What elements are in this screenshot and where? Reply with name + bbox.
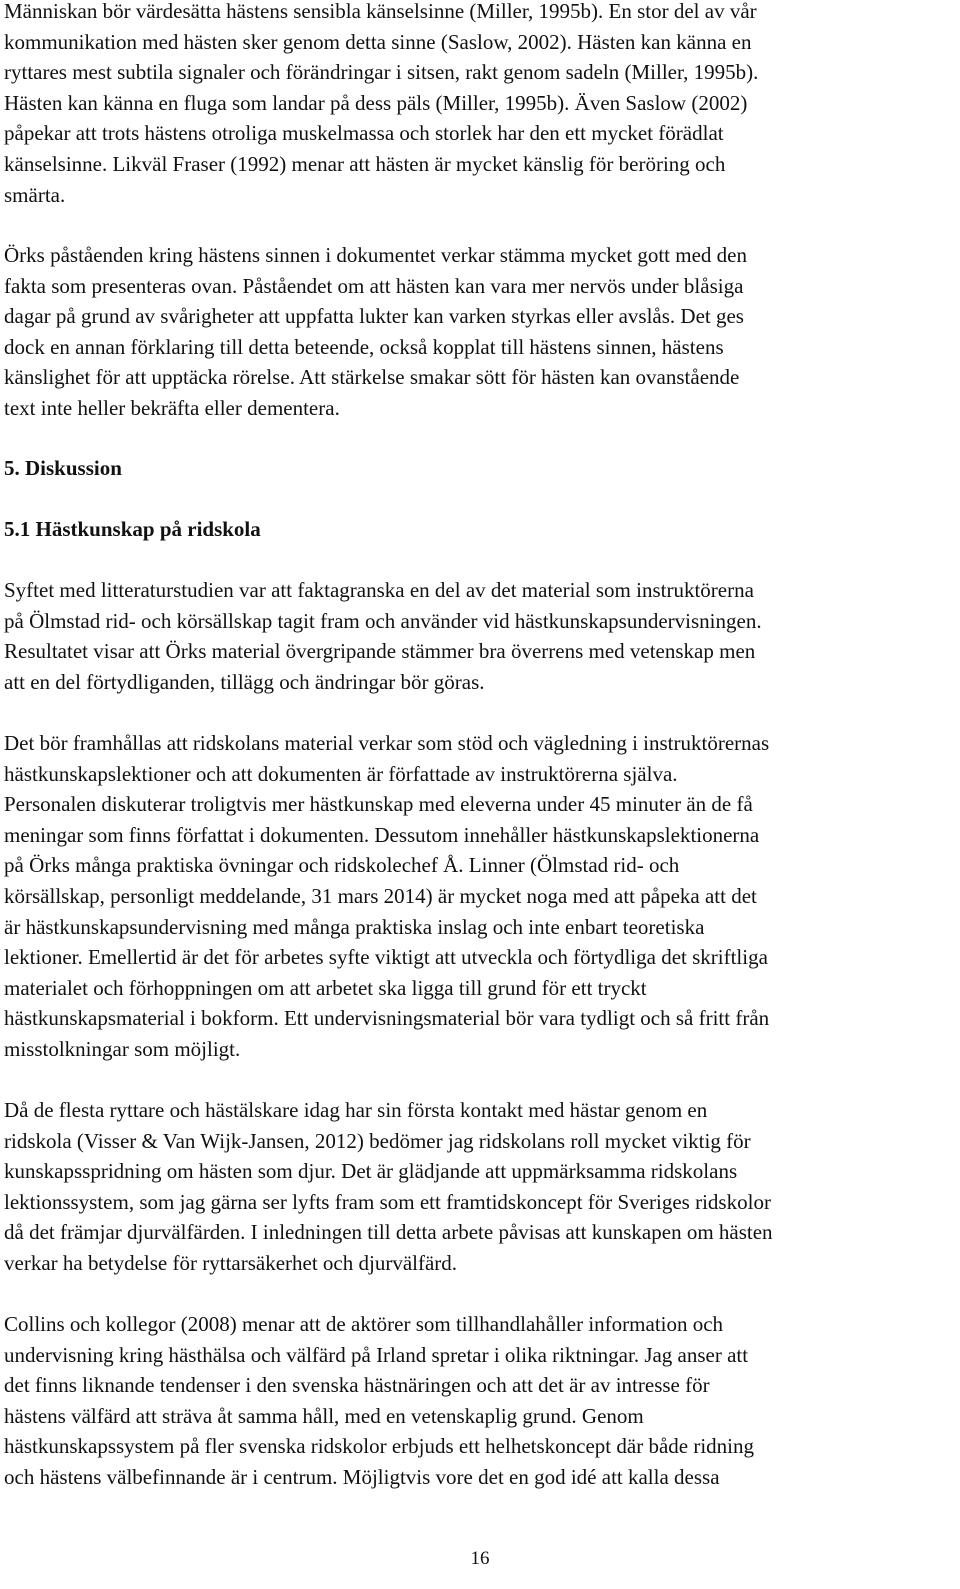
subsection-heading-riding-school: 5.1 Hästkunskap på ridskola [4,517,261,541]
paragraph-horse-touch-sense: Människan bör värdesätta hästens sensibla känselsinne (Miller, 1995b). En stor del av vår kommunikation med hästen sker genom detta sinne (Saslow, 2002). Hästen kan känna en ryttares mest subtila signaler och förändringar i sitsen, rakt genom sadeln (Miller, 1995b). Hästen kan känna en fluga som landar på dess päls (Miller, 1995b). Även Saslow (2002) påpekar att trots hästens otroliga muskelmassa och storlek har den ett mycket förädlat känselsinne. Likväl Fraser (1992) menar att hästen är mycket känslig för beröring och smärta. [4,0,759,207]
paragraph-collins-colleagues: Collins och kollegor (2008) menar att de aktörer som tillhandlahåller information och undervisning kring hästhälsa och välfärd på Irland spretar i olika riktningar. Jag anser att det finns liknande tendenser i den svenska hästnäringen och att det är av intresse för hästens välfärd att sträva åt samma håll, med en vetenskaplig grund. Genom hästkunskapssystem på fler svenska ridskolor erbjuds ett helhetskoncept där både ridning och hästens välbefinnande är i centrum. Möjligtvis vore det en god idé att kalla dessa [4,1312,754,1489]
paragraph-orks-claims-senses: Örks påståenden kring hästens sinnen i dokumentet verkar stämma mycket gott med den fakta som presenteras ovan. Påståendet om att hästen kan vara mer nervös under blåsiga dagar på grund av svårigheter att uppfatta lukter kan varken styrkas eller avslås. Det ges dock en annan förklaring till detta beteende, också kopplat till hästens sinnen, hästens känslighet för att upptäcka rörelse. Att stärkelse smakar sött för hästen kan ovanstående text inte heller bekräfta eller dementera. [4,243,747,420]
page-number: 16 [470,1548,490,1569]
paragraph-riding-school-role: Då de flesta ryttare och hästälskare idag har sin första kontakt med hästar genom en ridskola (Visser & Van Wijk-Jansen, 2012) bedömer jag ridskolans roll mycket viktig för kunskapsspridning om hästen som djur. Det är glädjande att uppmärksamma ridskolans lektionssystem, som jag gärna ser lyfts fram som ett framtidskoncept för Sveriges ridskolor då det främjar djurvälfärden. I inledningen till detta arbete påvisas att kunskapen om hästen verkar ha betydelse för ryttarsäkerhet och djurvälfärd. [4,1098,773,1275]
paragraph-material-support: Det bör framhållas att ridskolans material verkar som stöd och vägledning i instruktörernas hästkunskapslektioner och att dokumenten är författade av instruktörerna själva. Personalen diskuterar troligtvis mer hästkunskap med eleverna under 45 minuter än de få meningar som finns författat i dokumenten. Dessutom innehåller hästkunskapslektionerna på Örks många praktiska övningar och ridskolechef Å. Linner (Ölmstad rid- och körsällskap, personligt meddelande, 31 mars 2014) är mycket noga med att påpeka att det är hästkunskapsundervisning med många praktiska inslag och inte enbart teoretiska lektioner. Emellertid är det för arbetes syfte viktigt att utveckla och förtydliga det skriftliga materialet och förhoppningen om att arbetet ska ligga till grund för ett tryckt hästkunskapsmaterial i bokform. Ett undervisningsmaterial bör vara tydligt och så fritt från misstolkningar som möjligt. [4,731,770,1061]
paragraph-study-purpose: Syftet med litteraturstudien var att faktagranska en del av det material som instruktörerna på Ölmstad rid- och körsällskap tagit fram och använder vid hästkunskapsundervisningen. Resultatet visar att Örks material övergripande stämmer bra överrens med vetenskap men att en del förtydliganden, tillägg och ändringar bör göras. [4,578,762,694]
section-heading-discussion: 5. Diskussion [4,456,122,480]
